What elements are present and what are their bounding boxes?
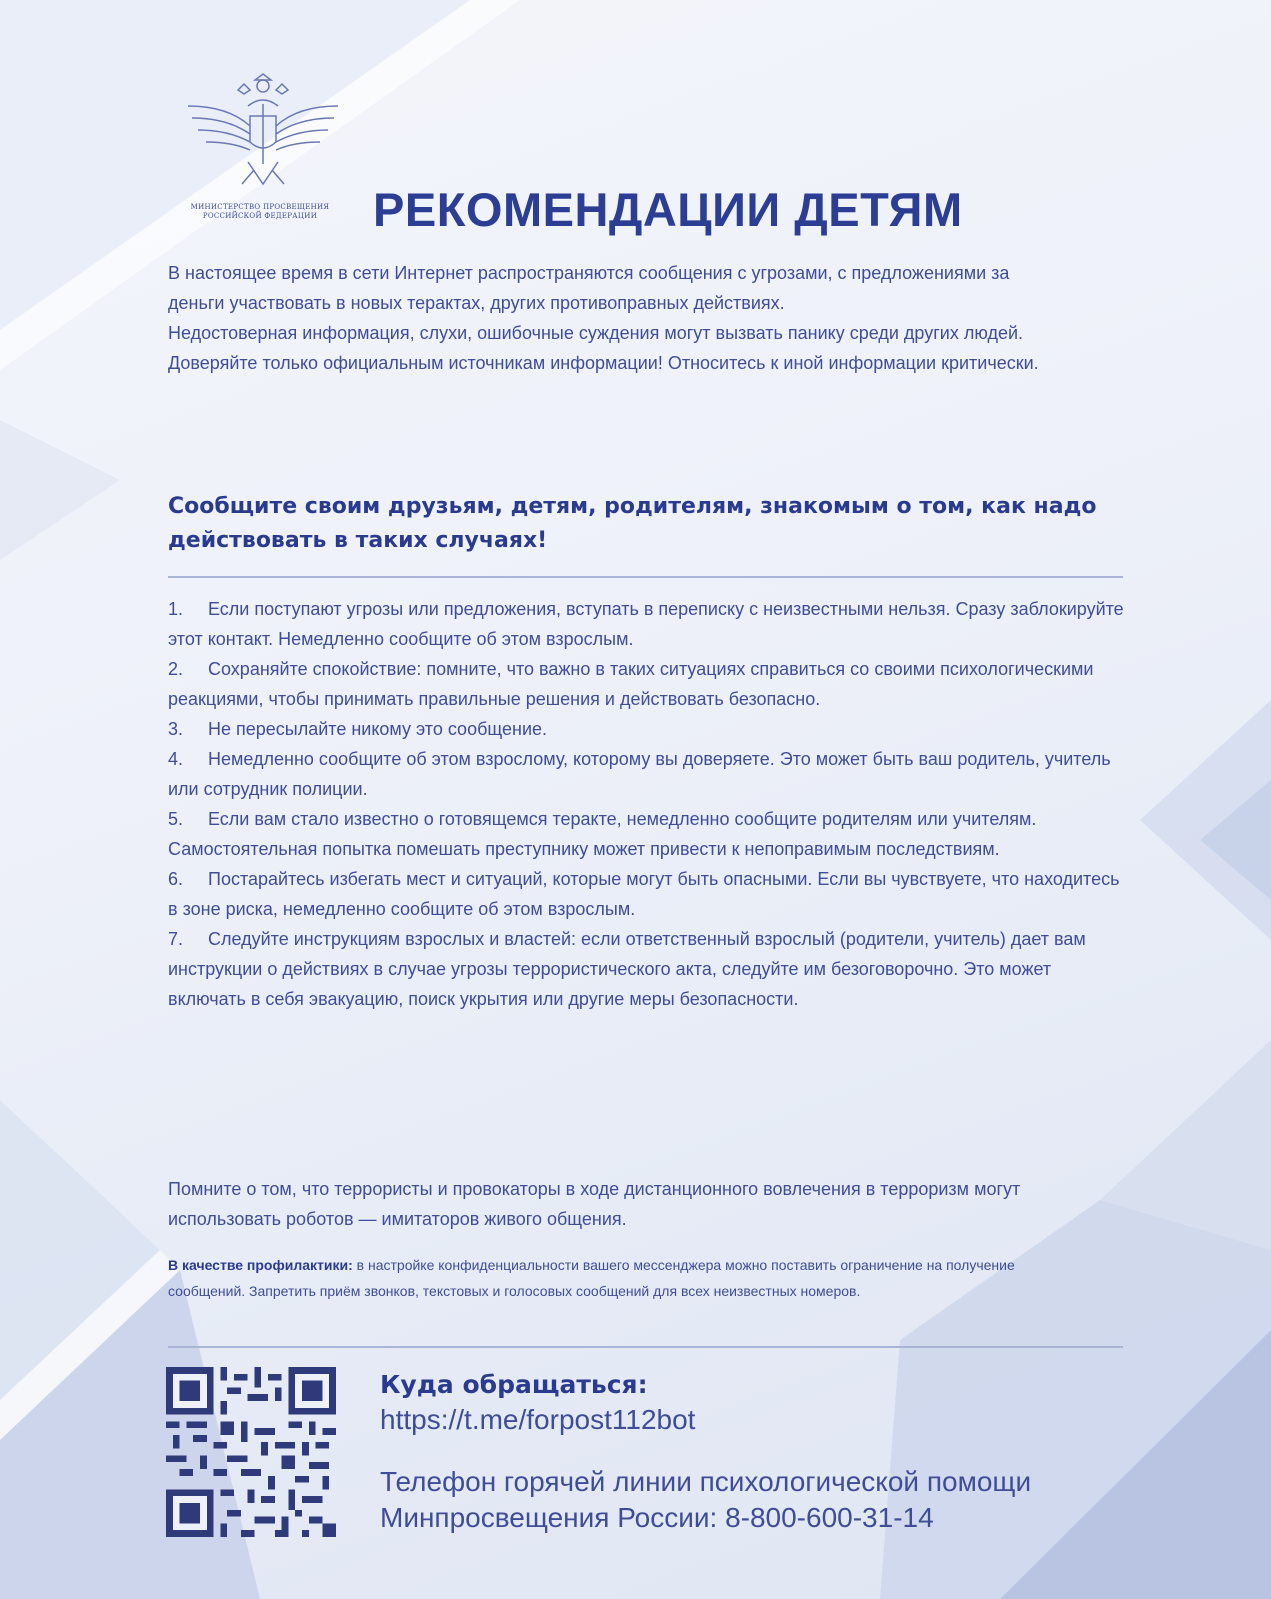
list-item-text: Не пересылайте никому это сообщение.	[208, 719, 548, 739]
telegram-bot-link[interactable]: https://t.me/forpost112bot	[380, 1404, 696, 1435]
list-item-text: Немедленно сообщите об этом взрослому, которому вы доверяете. Это может быть ваш родитель, учитель или сотрудник полиции.	[168, 749, 1111, 799]
prevention-text: в настройке конфиденциальности вашего мессенджера можно поставить ограничение на получение сообщений. Запретить приём звонков, текстовых и голосовых сообщений для всех неизвестных номеров.	[168, 1257, 1015, 1299]
list-item-number: 1.	[168, 599, 184, 619]
intro-paragraph: В настоящее время в сети Интернет распространяются сообщения с угрозами, с предложениями за деньги участвовать в новых терактах, других противоправных действиях.	[168, 263, 1010, 313]
reminder-text: Помните о том, что террористы и провокаторы в ходе дистанционного вовлечения в терроризм могут использовать роботов — имитаторов живого общения.	[168, 1179, 1021, 1229]
list-item-text: Следуйте инструкциям взрослых и властей: если ответственный взрослый (родители, учитель) дает вам инструкции о действиях в случае угрозы террористического акта, следуйте им безоговорочно. Это может включать в себя эвакуацию, поиск укрытия или другие меры безопасности.	[168, 929, 1086, 1009]
list-item-text: Если вам стало известно о готовящемся теракте, немедленно сообщите родителям или учителям. Самостоятельная попытка помешать преступнику может привести к непоправимым последствиям.	[168, 809, 1037, 859]
intro-paragraph: Доверяйте только официальным источникам информации! Относитесь к иной информации критически.	[168, 353, 1039, 373]
list-item	[168, 744, 1128, 804]
eagle-emblem-icon	[178, 66, 348, 196]
callout-heading: Сообщите своим друзьям, детям, родителям, знакомым о том, как надо действовать в таких случаях!	[168, 494, 1097, 553]
intro-paragraph: Недостоверная информация, слухи, ошибочные суждения могут вызвать панику среди других людей.	[168, 323, 1024, 343]
ministry-name-line1: МИНИСТЕРСТВО ПРОСВЕЩЕНИЯ	[190, 203, 330, 211]
hotline-phone-line: Минпросвещения России: 8-800-600-31-14	[380, 1502, 934, 1533]
page-title: РЕКОМЕНДАЦИИ ДЕТЯМ	[373, 183, 963, 236]
prevention-note	[168, 1252, 1068, 1304]
hotline-info	[380, 1464, 1180, 1536]
divider	[168, 1346, 1123, 1348]
list-item-text: Сохраняйте спокойствие: помните, что важно в таких ситуациях справиться со своими психологическими реакциями, чтобы принимать правильные решения и действовать безопасно.	[168, 659, 1094, 709]
list-item	[168, 924, 1128, 1014]
list-item-number: 7.	[168, 929, 184, 949]
contact-heading: Куда обращаться:	[380, 1370, 648, 1399]
list-item	[168, 804, 1128, 864]
ministry-name-line2: РОССИЙСКОЙ ФЕДЕРАЦИИ	[202, 212, 318, 220]
list-item	[168, 714, 1128, 744]
list-item-number: 2.	[168, 659, 184, 679]
recommendations-list	[168, 594, 1128, 1014]
list-item	[168, 594, 1128, 654]
ministry-name	[160, 203, 360, 221]
list-item-number: 5.	[168, 809, 184, 829]
list-item-number: 4.	[168, 749, 184, 769]
prevention-label: В качестве профилактики:	[168, 1257, 353, 1273]
list-item	[168, 654, 1128, 714]
list-item-number: 3.	[168, 719, 184, 739]
divider	[168, 576, 1123, 578]
list-item	[168, 864, 1128, 924]
intro-text	[168, 258, 1068, 378]
list-item-number: 6.	[168, 869, 184, 889]
list-item-text: Постарайтесь избегать мест и ситуаций, которые могут быть опасными. Если вы чувствуете, что находитесь в зоне риска, немедленно сообщите об этом взрослым.	[168, 869, 1120, 919]
list-item-text: Если поступают угрозы или предложения, вступать в переписку с неизвестными нельзя. Сразу заблокируйте этот контакт. Немедленно сообщите об этом взрослым.	[168, 599, 1124, 649]
hotline-line: Телефон горячей линии психологической помощи	[380, 1466, 1032, 1497]
qr-code-icon[interactable]	[166, 1367, 336, 1537]
